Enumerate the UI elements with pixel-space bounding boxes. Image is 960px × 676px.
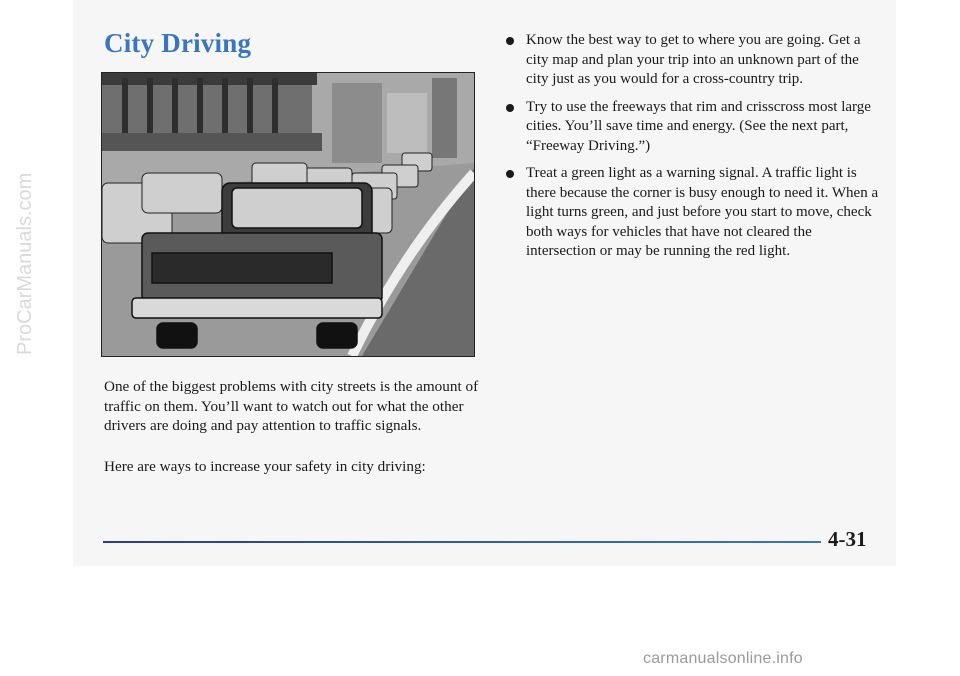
bullet-icon (506, 170, 514, 178)
side-watermark-text: ProCarManuals.com (14, 172, 36, 355)
bullet-text: Know the best way to get to where you are going. Get a city map and plan your trip into an unknown part of the city just as you would for a cross-country trip. (526, 32, 861, 87)
bullet-icon (506, 104, 514, 112)
safety-tips-list (505, 31, 885, 270)
footer-divider (103, 541, 821, 543)
traffic-drawing (102, 73, 474, 356)
bullet-icon (506, 37, 514, 45)
page-number: 4-31 (828, 527, 867, 551)
list-item (505, 164, 885, 262)
lead-in-paragraph: Here are ways to increase your safety in city driving: (104, 458, 426, 475)
bullet-text: Try to use the freeways that rim and crisscross most large cities. You’ll save time and energy. (See the next part, “Freeway Driving.”) (526, 98, 871, 154)
intro-paragraph: One of the biggest problems with city streets is the amount of traffic on them. You’ll want to watch out for what the other drivers are doing and pay attention to traffic signals. (104, 378, 479, 434)
bottom-watermark[interactable]: carmanualsonline.info (643, 650, 803, 667)
page-title: City Driving (104, 28, 252, 58)
list-item (505, 98, 885, 157)
city-traffic-illustration (101, 72, 475, 357)
side-watermark (0, 0, 36, 360)
list-item (505, 31, 885, 90)
bullet-text: Treat a green light as a warning signal. A traffic light is there because the corner is busy enough to need it. When a light turns green, and just before you start to move, check both ways for vehicles that have not cleared the intersection or may be running the red light. (526, 165, 879, 259)
